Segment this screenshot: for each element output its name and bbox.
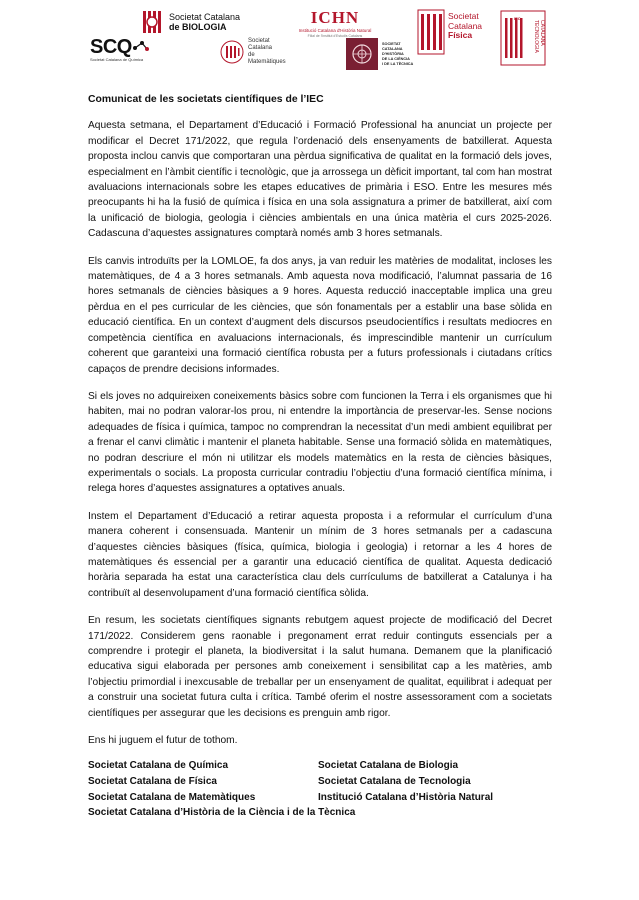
logo-header [0, 0, 639, 80]
signatory: Societat Catalana de Biologia [318, 760, 459, 772]
scq-acronym: SCQ [90, 36, 132, 58]
fisica-emblem-icon [417, 8, 445, 56]
logo-matematiques [220, 38, 286, 66]
paragraph: Aquesta setmana, el Departament d’Educació i Formació Professional ha anunciat un projecte per modificar el Decret 171/2022, que regula l’ordenació dels ensenyaments de batxillerat. Aquesta proposta inclou canvis que comportaran una pèrdua significativa de qualitat en la formació dels joves, especialment en l’àmbit científic i tecnològic, que ja arrossega un dèficit important, tal com han mostrat avaluacions internacionals sobre les etapes educatives de primària i ESO. Entre les mesures més preocupants hi ha la fusió de química i física en una sola assignatura a primer de batxillerat, així com la unificació de biologia, geologia i ciències ambientals en una única matèria el curs 2025-2026. Cadascuna d’aquestes assignatures comptarà només amb 3 hores setmanals. [88, 120, 552, 240]
paragraph: Els canvis introduïts per la LOMLOE, fa dos anys, ja van reduir les matèries de modalitat, incloses les matemàtiques, de 4 a 3 hores setmanals. Amb aquesta nova modificació, l’alumnat passaria de 16 hores setmanals de ciències bàsiques a 9 hores. Aquesta reducció inacceptable implica una greu pèrdua en el pes curricular de les ciències, que són fonamentals per a establir una base sòlida en educació científica. En un context d’augment dels discursos pseudocientífics i resultats mediocres en competència científica en avaluacions internacionals, és imprescindible mantenir un currículum coherent que garanteixi una formació científica robusta per a futurs professionals i ciutadans crítics capaços de prendre decisions informades. [88, 255, 552, 375]
signatory: Institució Catalana d’Història Natural [318, 791, 494, 803]
biologia-emblem-icon [142, 10, 164, 34]
logo-fisica [417, 8, 482, 56]
ichn-acronym: ICHN [310, 8, 360, 27]
paragraph: En resum, les societats científiques signants rebutgem aquest projecte de modificació del Decret 171/2022. Considerem gens raonable i pregonament errat reduir continguts essencials per a comprendre i protegir el planeta, la biodiversitat i la salut humana. Demanem que la planificació educativa sigui elaborada per persones amb coneixement i sensibilitat cap a les matèries, amb l’objectiu primordial i inexcusable de treballar per un ensenyament de qualitat, equilibrat i adequat per a construir una societat futura culta i crítica. També oferim el nostre assessorament com a societats científiques per assegurar que les decisions es prenguin amb rigor. [88, 615, 552, 719]
scq-subtitle: Societat Catalana de Química [90, 57, 144, 62]
matematiques-line3: de [248, 52, 255, 58]
paragraph: Si els joves no adquireixen coneixements bàsics sobre com funcionen la Terra i els organismes que hi habiten, mai no podran valorar-los prou, ni entendre la importància de preservar-les. Sense nocions adequades de física i química, tampoc no comprendran la necessitat d’un medi ambient equilibrat per a frenar el canvi climàtic i mantenir el planeta habitable. Sense una formació sòlida en matemàtiques, no podran descriure el món ni utilitzar els models matemàtics en la resta de ciències bàsiques, experimentals o socials. La proposta curricular contradiu l’objectiu d’una formació científica mínima, i relega hores d’aquestes assignatures a optatives anuals. [88, 390, 552, 495]
tecnologia-line2: CATALANA [539, 20, 545, 46]
matematiques-line1: Societat [248, 38, 270, 44]
logo-historia [346, 38, 413, 70]
tecnologia-line1: IEC [514, 16, 521, 21]
signatory: Societat Catalana de Química [88, 760, 229, 772]
statement-body [88, 92, 552, 821]
tecnologia-line3: TECNOLOGIA [533, 20, 539, 53]
historia-line2: CATALANA [382, 46, 403, 51]
ichn-line1: Institució Catalana d'Història Natural [298, 28, 372, 33]
closing-line: Ens hi juguem el futur de tothom. [88, 735, 238, 747]
historia-seal-icon [350, 42, 374, 66]
biologia-line1: Societat Catalana [169, 12, 241, 22]
historia-line4: DE LA CIÈNCIA [382, 56, 410, 61]
fisica-line1: Societat [448, 11, 479, 21]
statement-title: Comunicat de les societats científiques de l’IEC [88, 94, 324, 105]
logo-ichn [287, 8, 383, 38]
biologia-line2: de BIOLOGIA [169, 22, 227, 32]
historia-line5: I DE LA TÈCNICA [382, 61, 414, 66]
signatory: Societat Catalana de Tecnologia [318, 776, 471, 788]
fisica-line2: Catalana [448, 20, 483, 31]
logo-tecnologia [500, 10, 546, 66]
fisica-line3: Física [448, 30, 473, 40]
historia-line3: D'HISTÒRIA [382, 51, 404, 56]
ichn-line2: Filial de l'Institut d'Estudis Catalans [307, 34, 363, 38]
signatory: Societat Catalana d’Història de la Ciència i de la Tècnica [88, 807, 356, 819]
historia-line1: SOCIETAT [382, 41, 401, 46]
logo-biologia [142, 10, 240, 34]
molecule-icon [132, 40, 150, 56]
logo-scq [90, 36, 150, 62]
matematiques-seal-icon [220, 40, 244, 64]
signatories [88, 758, 552, 820]
signatory: Societat Catalana de Física [88, 776, 217, 788]
signatory: Societat Catalana de Matemàtiques [88, 791, 256, 803]
matematiques-line4: Matemàtiques [248, 59, 286, 65]
matematiques-line2: Catalana [248, 45, 273, 51]
paragraph: Instem el Departament d’Educació a retirar aquesta proposta i a reformular el currículum d’una manera coherent i consensuada. Mantenir un mínim de 3 hores setmanals per a cadascuna d’aquestes ciències bàsiques (física, química, biologia i geologia) i retornar a les 4 hores de matemàtiques és essencial per a garantir una educació científica de qualitat. Aquesta dedicació horària separada ha estat una característica clau dels currículums de batxillerat a Catalunya i ha contribuït al desenvolupament d’una formació científica sòlida. [88, 510, 552, 599]
